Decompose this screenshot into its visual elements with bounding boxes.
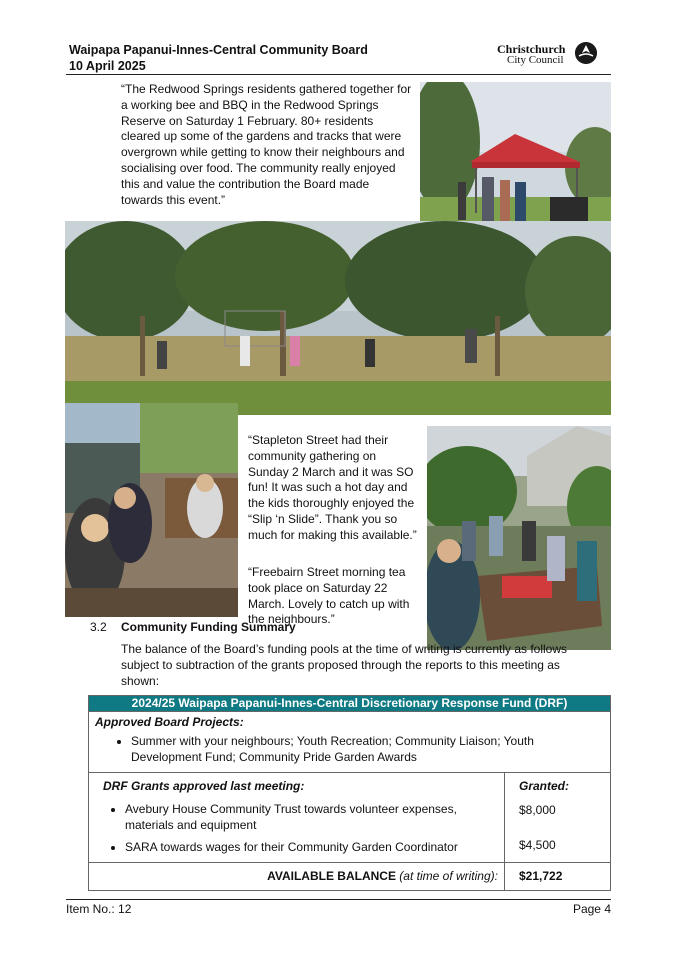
council-emblem-icon <box>575 42 597 64</box>
freebairn-quote: “Freebairn Street morning tea took place on Saturday 22 March. Lovely to catch up with the neighbours.” <box>248 565 410 627</box>
drf-fund-table <box>88 695 611 891</box>
approved-projects-cell <box>89 712 611 773</box>
grant-amount: $4,500 <box>519 838 556 852</box>
section-intro: The balance of the Board’s funding pools at the time of writing is currently as follows subject to subtraction of the grants proposed through the reports to this meeting as shown: <box>121 642 568 688</box>
approved-projects-list <box>95 733 604 765</box>
stapleton-street-gathering-photo <box>65 403 238 617</box>
section-number: 3.2 <box>90 620 107 634</box>
grants-list <box>103 801 498 855</box>
granted-heading: Granted: <box>519 779 570 793</box>
stapleton-quote: “Stapleton Street had their community gathering on Sunday 2 March and it was SO fun! It was such a hot day and the kids thoroughly enjoyed the “Slip ‘n Slide”. Thank you so much for making this available.” <box>248 433 417 542</box>
grant-amount: $8,000 <box>519 803 556 817</box>
balance-note: (at time of writing): <box>399 869 498 883</box>
balance-label: AVAILABLE BALANCE <box>267 869 396 883</box>
approved-project-item: • Summer with your neighbours; Youth Recreation; Community Liaison; Youth Development Fund; Community Pride Garden Awards <box>131 733 604 765</box>
footer-rule <box>66 899 611 900</box>
grants-heading: DRF Grants approved last meeting: <box>103 779 305 793</box>
park-working-bee-photo <box>65 221 611 415</box>
freebairn-morning-tea-photo <box>427 426 611 650</box>
granted-cell <box>505 773 611 863</box>
grant-item: • SARA towards wages for their Community Garden Coordinator <box>125 839 498 855</box>
redwood-quote: “The Redwood Springs residents gathered together for a working bee and BBQ in the Redwood Springs Reserve on Saturday 1 February. 80+ residents cleared up some of the gardens and tracks that were overgrown while getting to know their neighbours and socialising over food. The community really enjoyed this and value the contribution the Board made towards this event.” <box>121 82 412 207</box>
grants-cell <box>89 773 505 863</box>
grant-item: • Avebury House Community Trust towards volunteer expenses, materials and equipment <box>125 801 498 833</box>
page-header <box>69 42 368 74</box>
council-logo <box>497 40 601 70</box>
board-name: Waipapa Papanui-Innes-Central Community Board <box>69 43 368 57</box>
item-number: Item No.: 12 <box>66 902 132 916</box>
approved-projects-heading: Approved Board Projects: <box>95 715 244 729</box>
fund-table-title: 2024/25 Waipapa Papanui-Innes-Central Discretionary Response Fund (DRF) <box>89 696 611 712</box>
logo-line2: City Council <box>507 54 564 66</box>
balance-label-cell <box>89 863 505 891</box>
balance-value: $21,722 <box>505 863 611 891</box>
logo-line1: Christchurch <box>497 42 566 56</box>
meeting-date: 10 April 2025 <box>69 59 146 73</box>
header-rule <box>66 74 611 75</box>
page-number: Page 4 <box>572 902 611 916</box>
section-title: Community Funding Summary <box>121 620 296 634</box>
